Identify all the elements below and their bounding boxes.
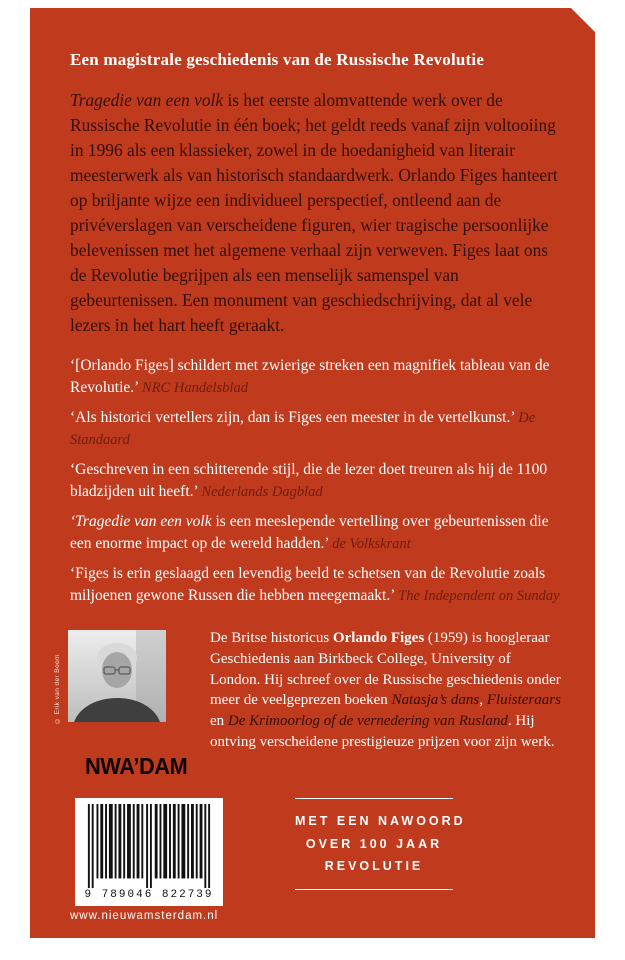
banner-line: MET EEN NAWOORD xyxy=(295,814,466,828)
book-title: Natasja’s dans xyxy=(391,692,480,709)
book-title-italic: Tragedie van een volk xyxy=(70,90,224,110)
quote-lead: ‘Tragedie van een volk xyxy=(70,513,212,530)
quote-text: is een meeslepende vertelling over gebeurtenissen die een enorme impact op de wereld hadden.’ xyxy=(70,513,549,552)
author-bio xyxy=(210,628,562,753)
isbn-number: 9 789046 822739 xyxy=(84,889,214,901)
synopsis-text: is het eerste alomvattende werk over de Russische Revolutie in één boek; het geldt reeds vanaf zijn voltooiing in 1996 als een klassieker, zowel in de hoedanigheid van literair meesterwerk als van historisch standaardwerk. Orlando Figes hanteert op briljante wijze een individueel perspectief, ontleend aan de privéverslagen van verscheidene figuren, wier tragische persoonlijke belevenissen met het algemene verhaal zijn verweven. Figes laat ons de Revolutie begrijpen als een menselijk samenspel van gebeurtenissen. Een monument van geschiedschrijving, dat al vele lezers in het hart heeft geraakt. xyxy=(70,90,558,335)
quote xyxy=(70,511,570,555)
publisher-website: www.nieuwamsterdam.nl xyxy=(70,910,219,922)
bio-text: De Britse historicus xyxy=(210,630,333,646)
bio-text: (1959) is hoogleraar Geschiedenis aan Birkbeck College, University of London. Hij schreef over de Russische geschiedenis onder meer de veelgeprezen boeken xyxy=(210,630,561,709)
quote-source: The Independent on Sunday xyxy=(398,588,560,604)
barcode xyxy=(75,798,223,906)
bio-text: . Hij ontving verscheidene prestigieuze prijzen voor zijn werk. xyxy=(210,713,555,750)
author-portrait-image xyxy=(68,630,166,722)
photo-credit: © Erik van der Boom xyxy=(54,654,61,724)
quote-source: De Standaard xyxy=(70,410,536,448)
author-name: Orlando Figes xyxy=(332,630,425,646)
corner-fold xyxy=(571,8,595,32)
review-quotes xyxy=(70,355,570,615)
quote-text: ‘[Orlando Figes] schildert met zwierige streken een magnifiek tableau van de Revolutie.’ xyxy=(70,357,550,396)
quote xyxy=(70,563,570,607)
quote xyxy=(70,459,570,503)
quote xyxy=(70,407,570,451)
quote-source: NRC Handelsblad xyxy=(142,380,248,396)
quote-text: ‘Geschreven in een schitterende stijl, die de lezer doet treuren als hij de 1100 bladzijden uit heeft.’ xyxy=(70,461,548,500)
quote-source: Nederlands Dagblad xyxy=(201,484,323,500)
author-photo xyxy=(68,630,166,722)
book-title: Fluisteraars xyxy=(486,692,561,709)
banner-line: OVER 100 JAAR xyxy=(305,836,443,851)
synopsis-paragraph xyxy=(70,88,562,338)
author-section xyxy=(30,628,595,758)
quote-text: ‘Als historici vertellers zijn, dan is Figes een meester in de vertelkunst.’ xyxy=(70,409,515,426)
bio-text: en xyxy=(210,713,228,730)
afterword-banner xyxy=(295,798,466,890)
publisher-logo: NWA’DAM xyxy=(85,753,188,779)
book-title: De Krimoorlog of de vernedering van Rusland xyxy=(227,713,508,730)
bio-text: , xyxy=(479,692,487,709)
barcode-bars-image xyxy=(83,804,215,888)
cover-headline: Een magistrale geschiedenis van de Russische Revolutie xyxy=(70,50,485,69)
quote-source: de Volkskrant xyxy=(332,536,411,552)
book-back-cover xyxy=(30,8,595,938)
quote-text: ‘Figes is erin geslaagd een levendig beeld te schetsen van de Revolutie zoals miljoenen gewone Russen die hebben meegemaakt.’ xyxy=(70,565,546,604)
banner-line: REVOLUTIE xyxy=(324,859,424,873)
quote xyxy=(70,355,570,399)
